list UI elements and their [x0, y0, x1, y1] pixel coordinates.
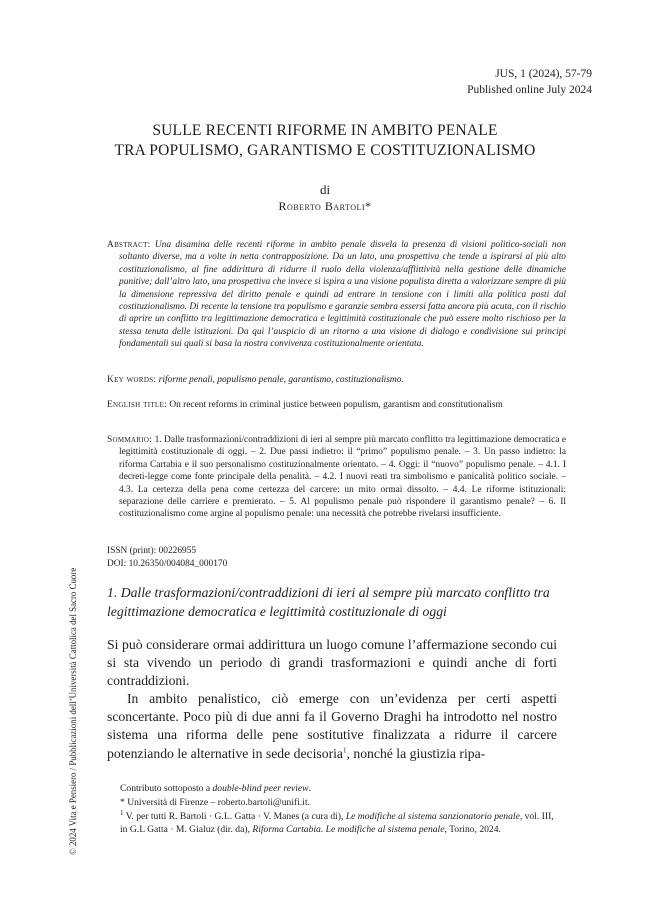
paragraph-2: [107, 690, 557, 763]
abstract-label: Abstract:: [107, 240, 151, 250]
fn1-b: Le modifiche al sistema sanzionatorio penale: [345, 811, 520, 822]
sommario-label: Sommario:: [107, 435, 153, 445]
paragraph-1-text: Si può considerare ormai addirittura un luogo comune l’affermazione secondo cui si sta vivendo un periodo di grandi trasformazioni e quindi anche di forti contraddizioni.: [107, 637, 557, 689]
journal-citation: JUS, 1 (2024), 57-79: [495, 68, 592, 80]
paragraph-2-before: In ambito penalistico, ciò emerge con un’evidenza per certi aspetti sconcertante. Poco più di due anni fa il Governo Draghi ha introdotto nel nostro sistema una riforma delle pene sostitutive finalizzata a ridurre il carcere potenziando le alternative in sede decisoria: [107, 691, 557, 761]
paragraph-1: [107, 636, 557, 691]
footnote-affiliation: * Università di Firenze – roberto.bartoli@unifi.it.: [120, 797, 311, 808]
review-emph: double-blind peer review: [212, 783, 309, 794]
sommario: [107, 434, 566, 521]
abstract-text: Una disamina delle recenti riforme in ambito penale disvela la presenza di visioni politico-sociali non soltanto diverse, ma a volte in netta contrapposizione. Da un lato, una prospettiva che tende a ispirarsi al più alto costituzionalismo, al fine addirittura di ridurre il ruolo della violenza/afflittività nella gestione delle dinamiche punitive; dall’altro lato, una prospettiva che invece si ispira a una visione populista diretta a valorizzare sempre di più la dimensione repressiva del diritto penale e quindi ad entrare in tensione con i limiti alla politica posti dal costituzionalismo. Di recente la tensione tra populismo e garanzie sembra essersi fatta ancora più acuta, con il rischio di aprire un conflitto tra legittimazione democratica e legittimità costituzionale che può essere molto rischioso per la stessa tenuta delle istituzioni. Da qui l’auspicio di un ritorno a una visione di dialogo e condivisione sui principi fondamentali sui quali si basa la nostra convivenza costituzionalmente orientata.: [119, 240, 566, 350]
english-title-text: On recent reforms in criminal justice between populism, garantism and constitutionalism: [169, 400, 503, 410]
review-prefix: Contributo sottoposto a: [120, 783, 213, 794]
article-title: [40, 121, 610, 161]
footnote-1-mark: 1: [120, 808, 124, 817]
keywords: [107, 374, 566, 386]
review-suffix: .: [308, 783, 311, 794]
paragraph-2-text: [107, 690, 557, 763]
paragraph-2-after: , nonché la giustizia ripa-: [346, 745, 486, 761]
published-date: Published online July 2024: [467, 84, 592, 96]
english-title: [107, 399, 566, 411]
section-heading: [107, 584, 557, 621]
fn1-c: , vol. III, in G.L Gatta · M. Gialuz (dir. da),: [120, 811, 554, 836]
footnote-1: [120, 810, 557, 837]
sommario-text: 1. Dalle trasformazioni/contraddizioni di ieri al sempre più marcato conflitto tra legittimazione democratica e legittimità costituzionale di oggi. – 2. Due passi indietro: il “primo” populismo penale. – 3. Un passo indietro: la riforma Cartabia e il suo personalismo costituzionalmente orientato. – 4. Oggi: il “nuovo” populismo penale. – 4.1. I decreti-legge come fonte principale della penalità. – 4.2. I nuovi reati tra simbolismo e panicalità politico sociale. – 4.3. La certezza della pena come certezza del carcere: un mito ormai dissolto. – 4.4. Le riforme istituzionali: separazione delle carriere e premierato. – 5. Al populismo penale può rispondere il garantismo penale? – 6. Il costituzionalismo come argine al populismo penale: una necessità che potrebbe rivelarsi insufficiente.: [119, 435, 566, 520]
issn: ISSN (print): 00226955: [107, 546, 197, 556]
fn1-a: V. per tutti R. Bartoli · G.L. Gatta · V. Manes (a cura di),: [123, 811, 346, 822]
keywords-label: Key words:: [107, 375, 157, 385]
fn1-e: , Torino, 2024.: [444, 824, 501, 836]
byline-di: di: [319, 182, 331, 197]
author-name: Roberto Bartoli*: [278, 199, 372, 213]
section-heading-text: 1. Dalle trasformazioni/contraddizioni di ieri al sempre più marcato conflitto tra legittimazione democratica e legittimità costituzionale di oggi: [107, 585, 550, 619]
keywords-text: riforme penali, populismo penale, garantismo, costituzionalismo.: [158, 375, 404, 385]
journal-header: [467, 66, 592, 98]
abstract: [107, 239, 566, 351]
english-title-label: English title:: [107, 400, 167, 410]
doi: DOI: 10.26350/004084_000170: [107, 559, 228, 569]
footnote-review: [120, 782, 560, 795]
title-line-2: TRA POPULISMO, GARANTISMO E COSTITUZIONALISMO: [114, 142, 536, 159]
footnote-ref-1[interactable]: 1: [343, 746, 347, 755]
copyright-sidebar: © 2024 Vita e Pensiero / Pubblicazioni dell’Università Cattolica del Sacro Cuore: [68, 567, 78, 855]
fn1-d: Riforma Cartabia. Le modifiche al sistema penale: [252, 824, 445, 836]
title-line-1: SULLE RECENTI RIFORME IN AMBITO PENALE: [152, 122, 498, 139]
